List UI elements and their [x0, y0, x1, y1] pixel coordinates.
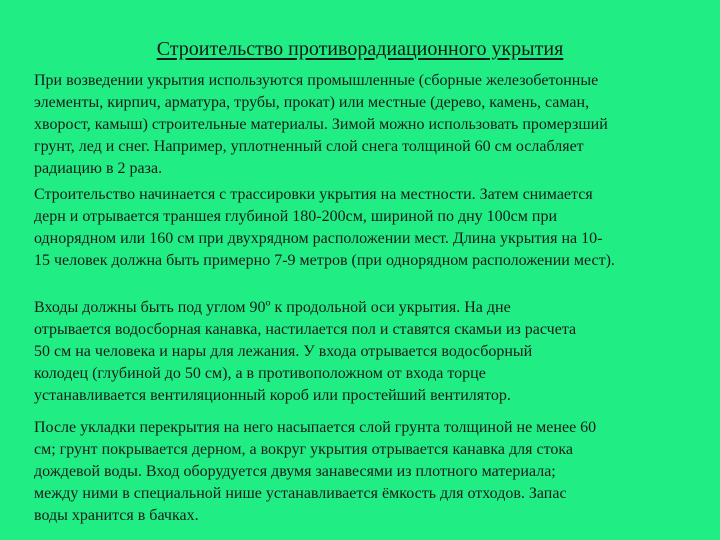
paragraph-materials: При возведении укрытия используются промышленные (сборные железобетонные элементы, кирпич, арматура, трубы, прокат) или местные (дерево, камень, саман, хворост, камыш) строительные материалы. Зимой можно использовать промерзший грунт, лед и снег. Например, уплотненный слой снега толщиной 60 см ослабляет радиацию в 2 раза. — [34, 72, 608, 177]
slide-title: Строительство противорадиационного укрытия — [156, 38, 564, 60]
paragraph-covering: После укладки перекрытия на него насыпается слой грунта толщиной не менее 60 см; грунт покрывается дерном, а вокруг укрытия отрывается канавка для стока дождевой воды. Вход оборудуется двумя занавесями из плотного материала; между ними в специальной нише устанавливается ёмкость для отходов. Запас воды хранится в бачках. — [34, 419, 597, 524]
paragraph-entrances: Входы должны быть под углом 90º к продольной оси укрытия. На дне отрывается водосборная канавка, настилается пол и ставятся скамьи из расчета 50 см на человека и нары для лежания. У входа отрывается водосборный колодец (глубиной до 50 см), а в противоположном от входа торце устанавливается вентиляционный короб или простейший вентилятор. — [34, 299, 577, 404]
paragraph-construction: Строительство начинается с трассировки укрытия на местности. Затем снимается дерн и отрывается траншея глубиной 180-200см, шириной по дну 100см при однорядном или 160 см при двухрядном расположении мест. Длина укрытия на 10- 15 человек должна быть примерно 7-9 метров (при однорядном расположении мест). — [34, 186, 615, 269]
